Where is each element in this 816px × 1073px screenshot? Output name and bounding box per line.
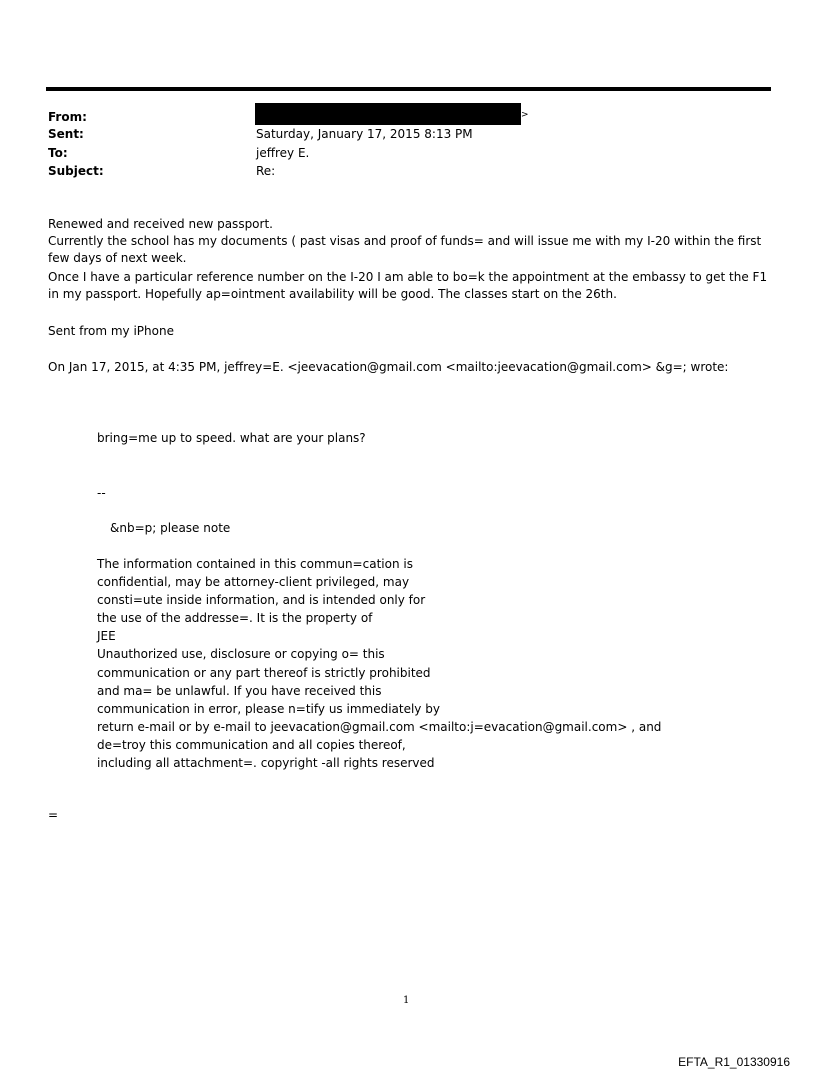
notice-line: communication or any part thereof is strictly prohibited [97,665,431,680]
page-number: 1 [403,995,410,1006]
sent-label: Sent: [48,127,84,141]
reply-line-2: Currently the school has my documents ( past visas and proof of funds= and will issue me with my I-20 within the first few days of next week. [48,234,762,265]
redaction-tail: > [521,110,529,120]
to-label: To: [48,146,68,160]
sent-value: Saturday, January 17, 2015 8:13 PM [256,127,473,141]
sent-from-signature: Sent from my iPhone [48,324,174,338]
trailing-equals: = [48,808,59,822]
notice-line: return e-mail or by e-mail to jeevacation@gmail.com <mailto:j=evacation@gmail.com> , and [97,719,662,734]
notice-line: communication in error, please n=tify us immediately by [97,701,440,716]
to-value: jeffrey E. [256,146,310,160]
notice-line: consti=ute inside information, and is intended only for [97,593,426,608]
redacted-sender [255,103,521,125]
quote-header: On Jan 17, 2015, at 4:35 PM, jeffrey=E. <jeevacation@gmail.com <mailto:jeevacation@gmail.com> &g=; wrote: [48,360,729,374]
quoted-message: bring=me up to speed. what are your plans? [97,431,366,445]
notice-line: JEE [97,629,116,644]
from-label: From: [48,110,87,124]
notice-line: de=troy this communication and all copies thereof, [97,737,406,752]
notice-line: the use of the addresse=. It is the property of [97,611,373,626]
signature-separator: -- [97,486,106,500]
subject-label: Subject: [48,164,104,178]
please-note: &nb=p; please note [110,521,231,535]
header-rule [46,87,771,91]
reply-line-3: Once I have a particular reference number on the I-20 I am able to bo=k the appointment at the embassy to get the F1 in my passport. Hopefully ap=ointment availability will be good. The classes start on the 26th. [48,270,768,301]
subject-value: Re: [256,164,276,178]
notice-line: The information contained in this commun=cation is [97,557,413,571]
document-id: EFTA_R1_01330916 [678,1055,790,1069]
notice-line: including all attachment=. copyright -all rights reserved [97,756,435,771]
notice-line: confidential, may be attorney-client privileged, may [97,575,410,590]
notice-line: and ma= be unlawful. If you have received this [97,683,382,698]
notice-line: Unauthorized use, disclosure or copying o= this [97,647,385,662]
reply-line-1: Renewed and received new passport. [48,217,273,231]
confidentiality-notice [97,555,661,772]
